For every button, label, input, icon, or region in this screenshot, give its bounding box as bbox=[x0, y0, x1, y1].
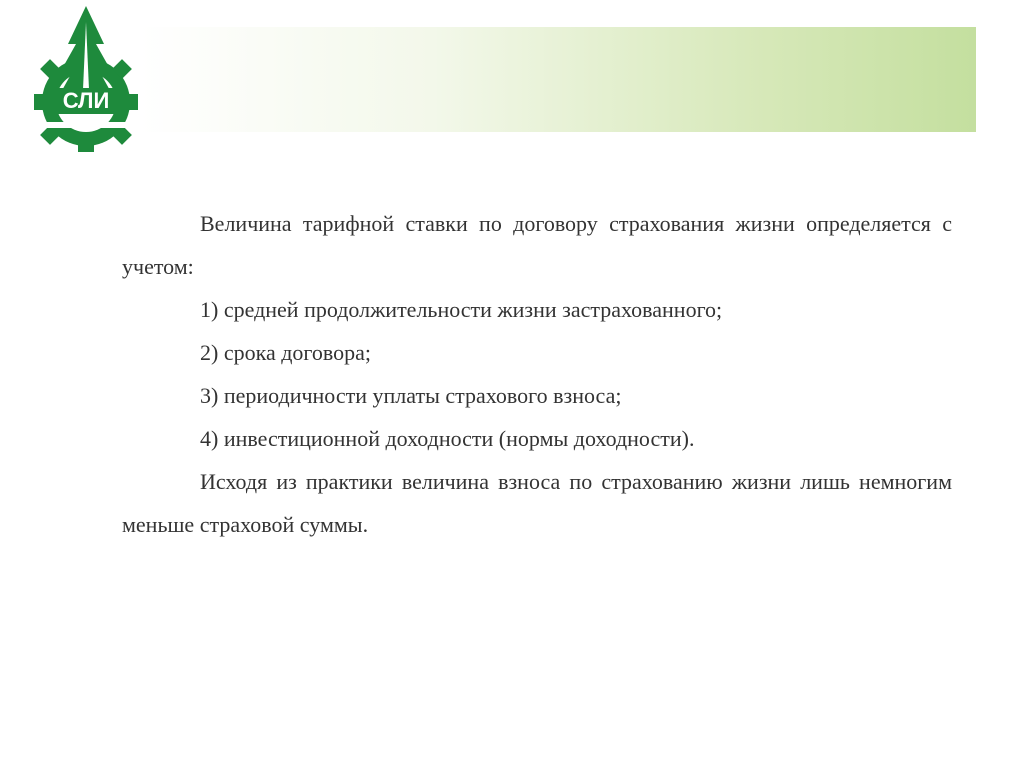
logo bbox=[28, 4, 144, 154]
spruce-gear-logo-icon bbox=[28, 4, 144, 154]
logo-text: СЛИ bbox=[62, 88, 110, 113]
list-item-3: 3) периодичности уплаты страхового взноса; bbox=[200, 383, 622, 408]
list-item-4: 4) инвестиционной доходности (нормы доходности). bbox=[200, 426, 695, 451]
intro-paragraph: Величина тарифной ставки по договору страхования жизни определяется с учетом: bbox=[122, 211, 952, 279]
list-item-2: 2) срока договора; bbox=[200, 340, 371, 365]
list-item-1: 1) средней продолжительности жизни застрахованного; bbox=[200, 297, 723, 322]
header-gradient-band bbox=[140, 27, 976, 132]
conclusion-paragraph: Исходя из практики величина взноса по страхованию жизни лишь немногим меньше страховой суммы. bbox=[122, 469, 952, 537]
slide-body bbox=[122, 202, 952, 546]
